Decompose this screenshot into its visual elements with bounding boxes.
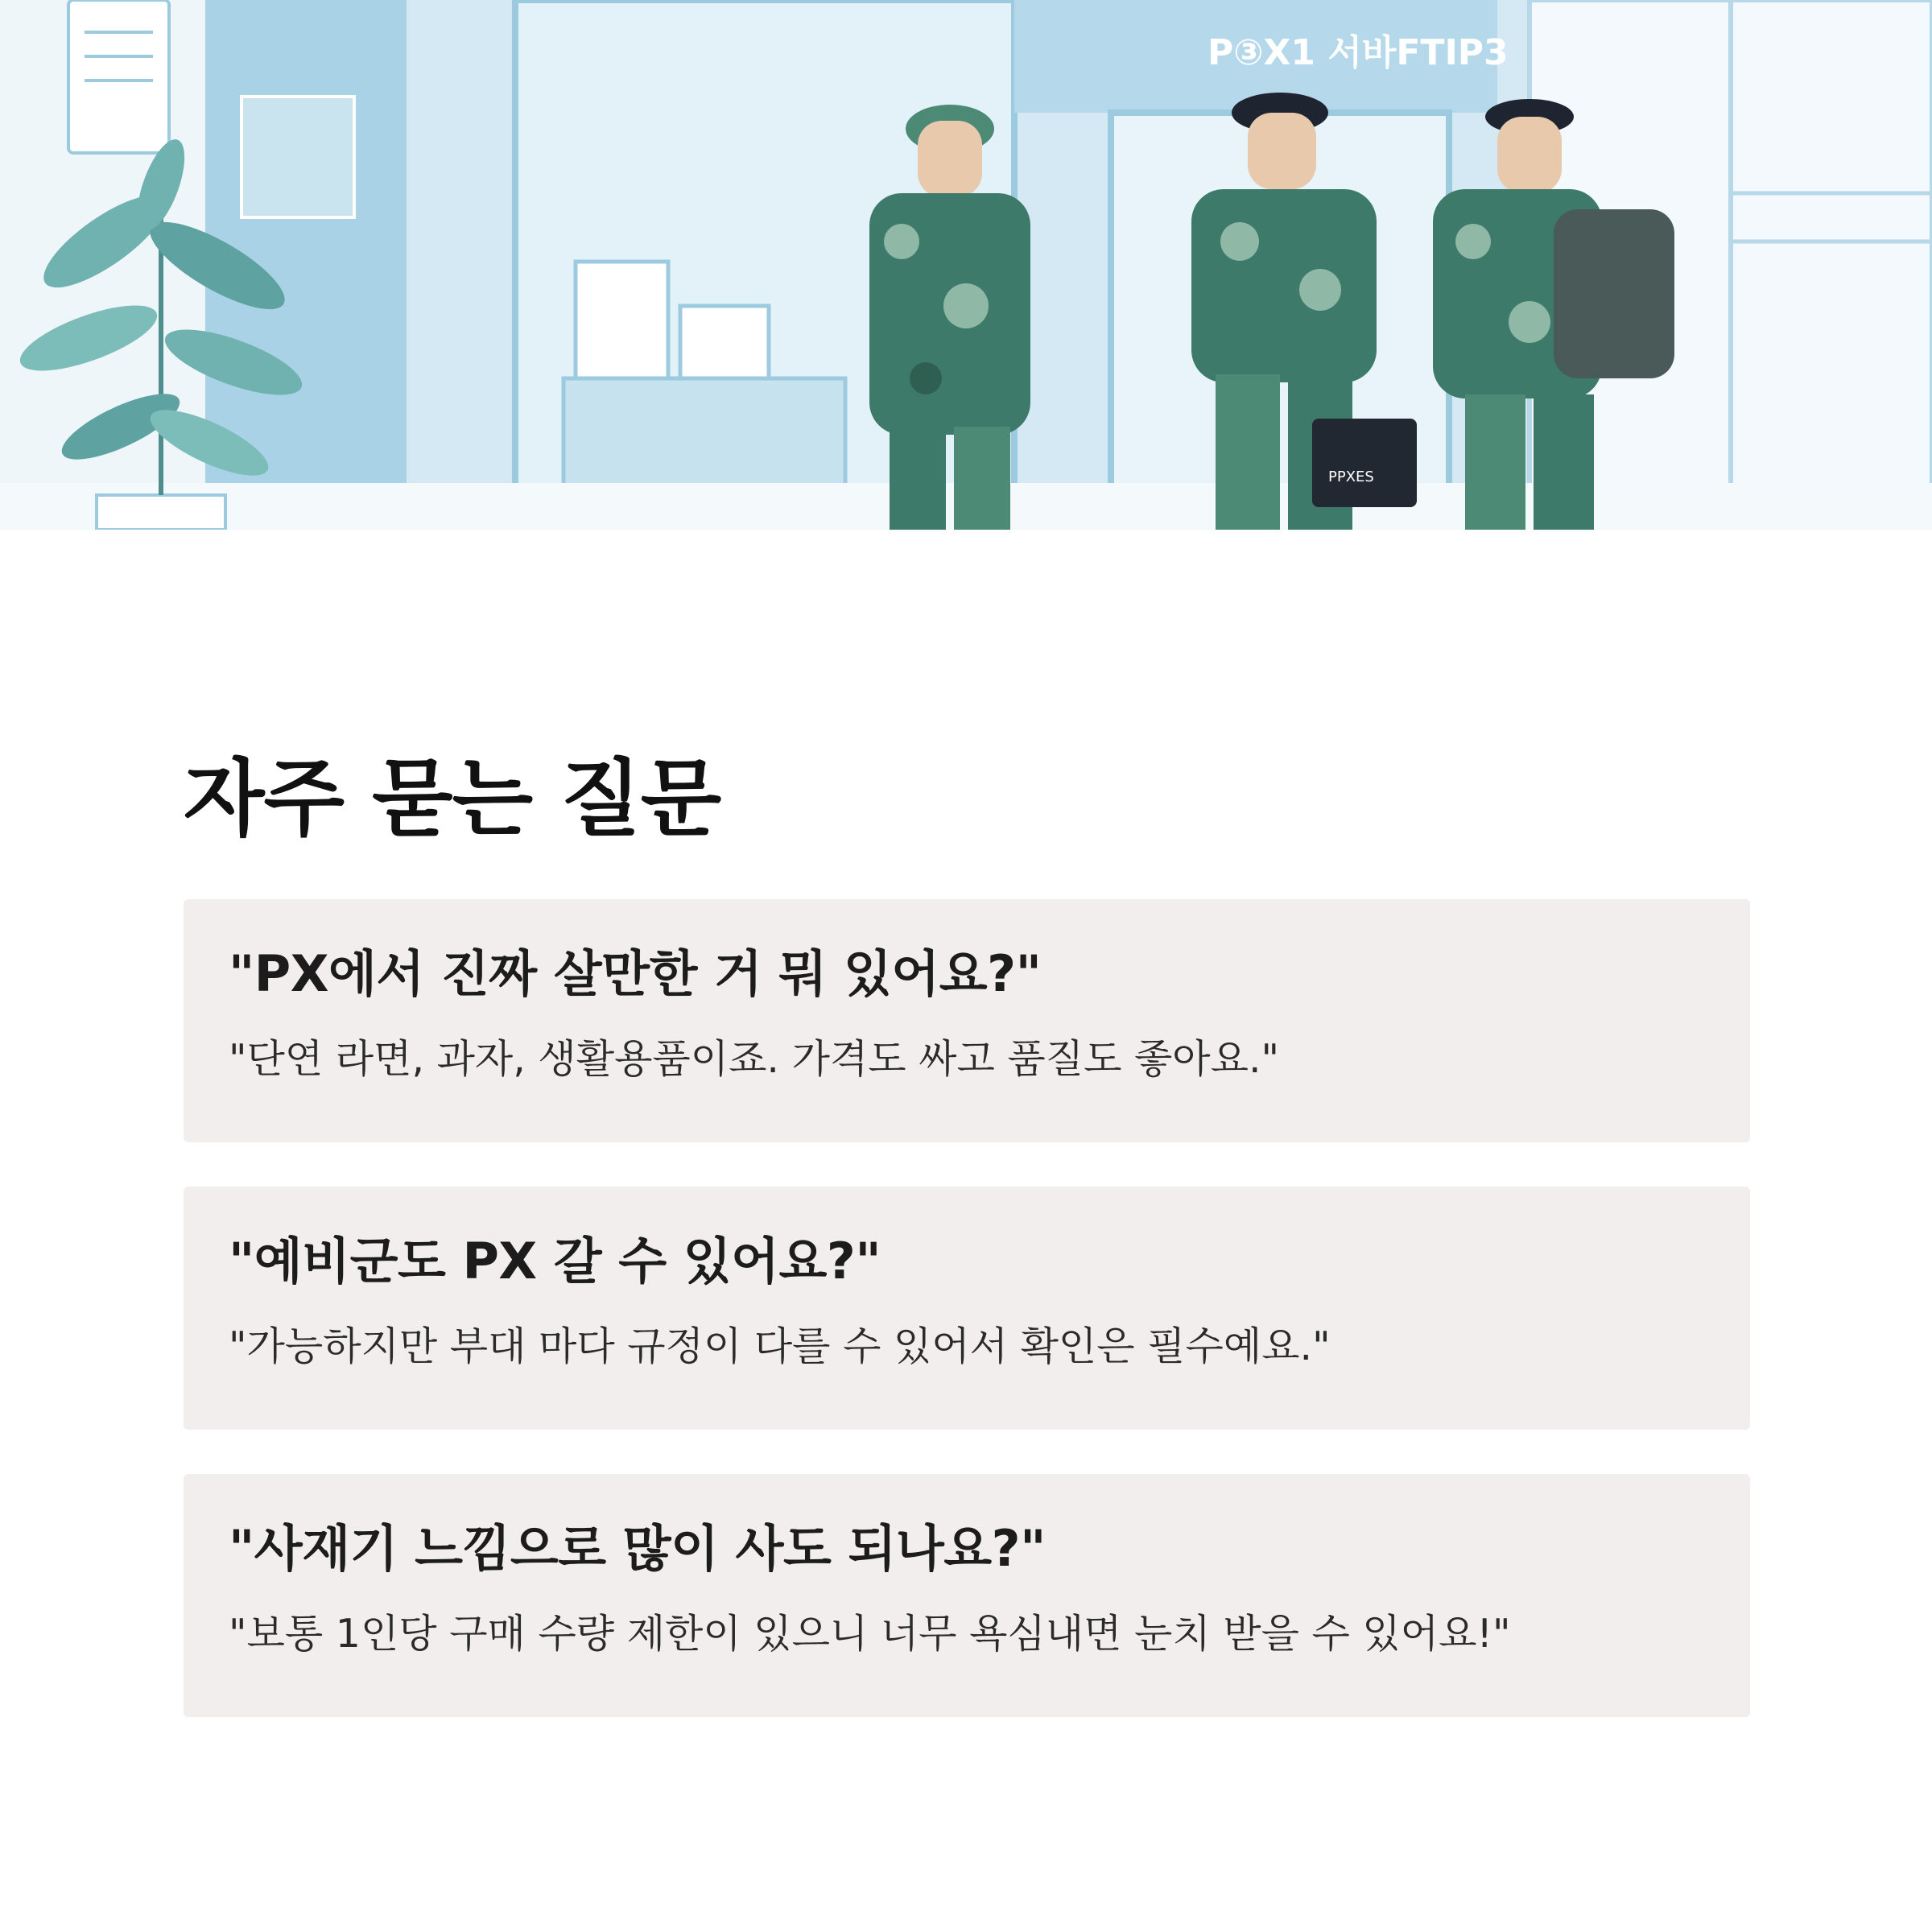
backpack: [1554, 209, 1674, 378]
info-frame: [680, 306, 769, 378]
wall-poster: [242, 97, 354, 217]
faq-item: [184, 1187, 1750, 1430]
hero-illustration-svg: [0, 0, 1932, 530]
faq-item: [184, 1474, 1750, 1717]
hero-illustration: [0, 0, 1932, 530]
briefcase: [1312, 419, 1417, 507]
faq-question: "예비군도 PX 갈 수 있어요?": [229, 1232, 881, 1290]
faq-question: "PX에서 진짜 살만한 거 뭐 있어요?": [229, 944, 1042, 1003]
faq-item: [184, 899, 1750, 1142]
faq-title: 자주 묻는 질문: [184, 749, 721, 848]
faq-answer: "단연 라면, 과자, 생활용품이죠. 가격도 싸고 품질도 좋아요.": [229, 1035, 1280, 1082]
faq-answer: "보통 1인당 구매 수량 제한이 있으니 너무 욕심내면 눈치 받을 수 있어요!": [229, 1610, 1511, 1657]
faq-answer: "가능하지만 부대 마다 규정이 다를 수 있어서 확인은 필수예요.": [229, 1323, 1331, 1369]
faq-list: [184, 899, 1750, 1761]
info-frame: [576, 262, 668, 378]
briefcase-label: PPXES: [1328, 469, 1374, 485]
notice-board: [68, 0, 169, 153]
faq-question: "사재기 느낌으로 많이 사도 되나요?": [229, 1519, 1046, 1578]
store-sign-text: P③X1 서바FTIP3: [1208, 32, 1509, 73]
